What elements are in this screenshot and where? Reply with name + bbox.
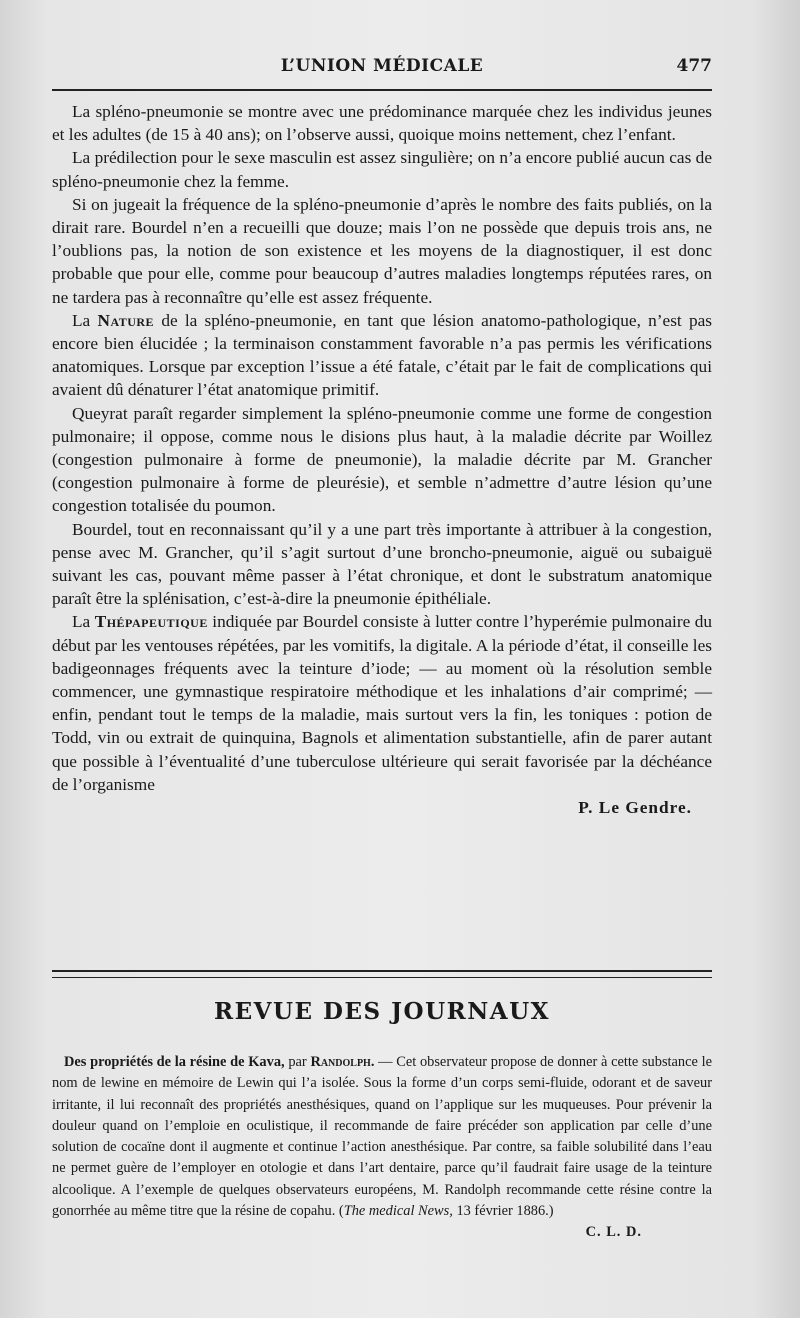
paragraph-queyrat: Queyrat paraît regarder simplement la spléno-pneumonie comme une forme de congestion pulmonaire; il oppose, comme nous le disions plus haut, à la maladie décrite par Woillez (congestion pulmonaire à forme de pneumonie), la maladie décrite par M. Grancher (congestion pulmonaire à forme de pleurésie), et semble n’admettre d’autre lésion qu’une congestion totalisée du poumon. [52, 403, 712, 516]
therapy-keyword: Thépapeutique [94, 612, 208, 632]
nature-prefix: La [72, 310, 91, 330]
paragraph-age: La spléno-pneumonie se montre avec une prédominance marquée chez les individus jeunes et les adultes (de 15 à 40 ans); on l’observe aussi, quoique moins nettement, chez l’enfant. [52, 102, 712, 145]
citation-date: 13 février 1886.) [456, 1203, 554, 1220]
review-author: Randolph. [310, 1054, 375, 1070]
journal-review [52, 1052, 712, 1244]
nature-keyword: Nature [97, 310, 155, 330]
author-signature: P. Le Gendre. [578, 798, 692, 818]
review-paragraph [52, 1052, 712, 1222]
section-heading: REVUE DES JOURNAUX [213, 998, 551, 1025]
paragraph-sex: La prédilection pour le sexe masculin est assez singulière; on n’a encore publié aucun cas de spléno-pneumonie chez la femme. [52, 148, 712, 191]
running-title: L’UNION MÉDICALE [280, 56, 484, 76]
therapy-prefix: La [72, 612, 91, 632]
paragraph-nature [52, 309, 712, 402]
review-initials: C. L. D. [585, 1224, 642, 1241]
therapy-text: indiquée par Bourdel consiste à lutter contre l’hyperémie pulmonaire du début par les ventouses répétées, par les vomitifs, la digitale. A la période d’état, il conseille les badigeonnages fréquents avec la teinture d’iode; — au moment où la résolution semble commencer, une gymnastique respiratoire méthodique et les inhalations d’air comprimé; — enfin, pendant tout le temps de la maladie, mais surtout vers la fin, les toniques : potion de Todd, vin ou extrait de quinquina, Bagnols et alimentation substantielle, afin de parer autant que possible à l’éventualité d’une tuberculose ultérieure qui serait favorisée par la déchéance de l’organisme [52, 612, 713, 794]
paragraph-therapy [52, 610, 712, 796]
paragraph-frequency: Si on jugeait la fréquence de la spléno-pneumonie d’après le nombre des faits publiés, on la dirait rare. Bourdel n’en a recueilli que douze; mais l’on ne possède que depuis trois ans, ne l’oublions pas, la notion de son existence et les moyens de la diagnostiquer, il est donc probable que pour elle, comme pour beaucoup d’autres maladies longtemps réputées rares, on ne tardera pas à reconnaître qu’elle est assez fréquente. [52, 194, 712, 307]
citation-open: ( [338, 1203, 344, 1220]
page-number: 477 [676, 56, 712, 76]
paragraph-bourdel: Bourdel, tout en reconnaissant qu’il y a une part très importante à attribuer à la congestion, pense avec M. Grancher, qu’il s’agit surtout d’une broncho-pneumonie, aiguë ou subaiguë suivant les cas, pouvant même passer à l’état chronique, et dont le substratum anatomique paraît être la splénisation, c’est-à-dire la pneumonie épithéliale. [52, 519, 712, 609]
citation-journal: The medical News, [343, 1203, 453, 1220]
nature-text: de la spléno-pneumonie, en tant que lésion anatomo-pathologique, n’est pas encore bien élucidée ; la terminaison constamment favorable n’a pas permis les vérifications anatomiques. Lorsque par exception l’issue a été fatale, c’était par le fait de complications qui avaient dû dénaturer l’état anatomique primitif. [52, 310, 712, 400]
page-header [52, 56, 712, 84]
section-divider [52, 970, 712, 978]
article-body [52, 100, 712, 819]
review-text: — Cet observateur propose de donner à cette substance le nom de lewine en mémoire de Lewin qui l’a isolée. Sous la forme d’un corps semi-fluide, odorant et de saveur irritante, il lui reconnaît des propriétés anesthésiques, quand on l’applique sur les muqueuses. Pour prévenir la douleur quand on l’emploie en oculistique, il recommande de faire précéder son application par celle d’une solution de cocaïne dont il augmente et continue l’action anesthésique. Par contre, sa faible solubilité dans l’eau ne permet guère de l’employer en otologie et dans l’art dentaire, parce qu’il faudrait faire usage de la teinture alcoolique. A l’exemple de quelques observateurs européens, M. Randolph recommande cette résine contre la gonorrhée au même titre que la résine de copahu. [52, 1054, 712, 1220]
review-by: par [288, 1054, 307, 1070]
review-title: Des propriétés de la résine de Kava, [64, 1054, 285, 1070]
header-rule [52, 89, 712, 91]
